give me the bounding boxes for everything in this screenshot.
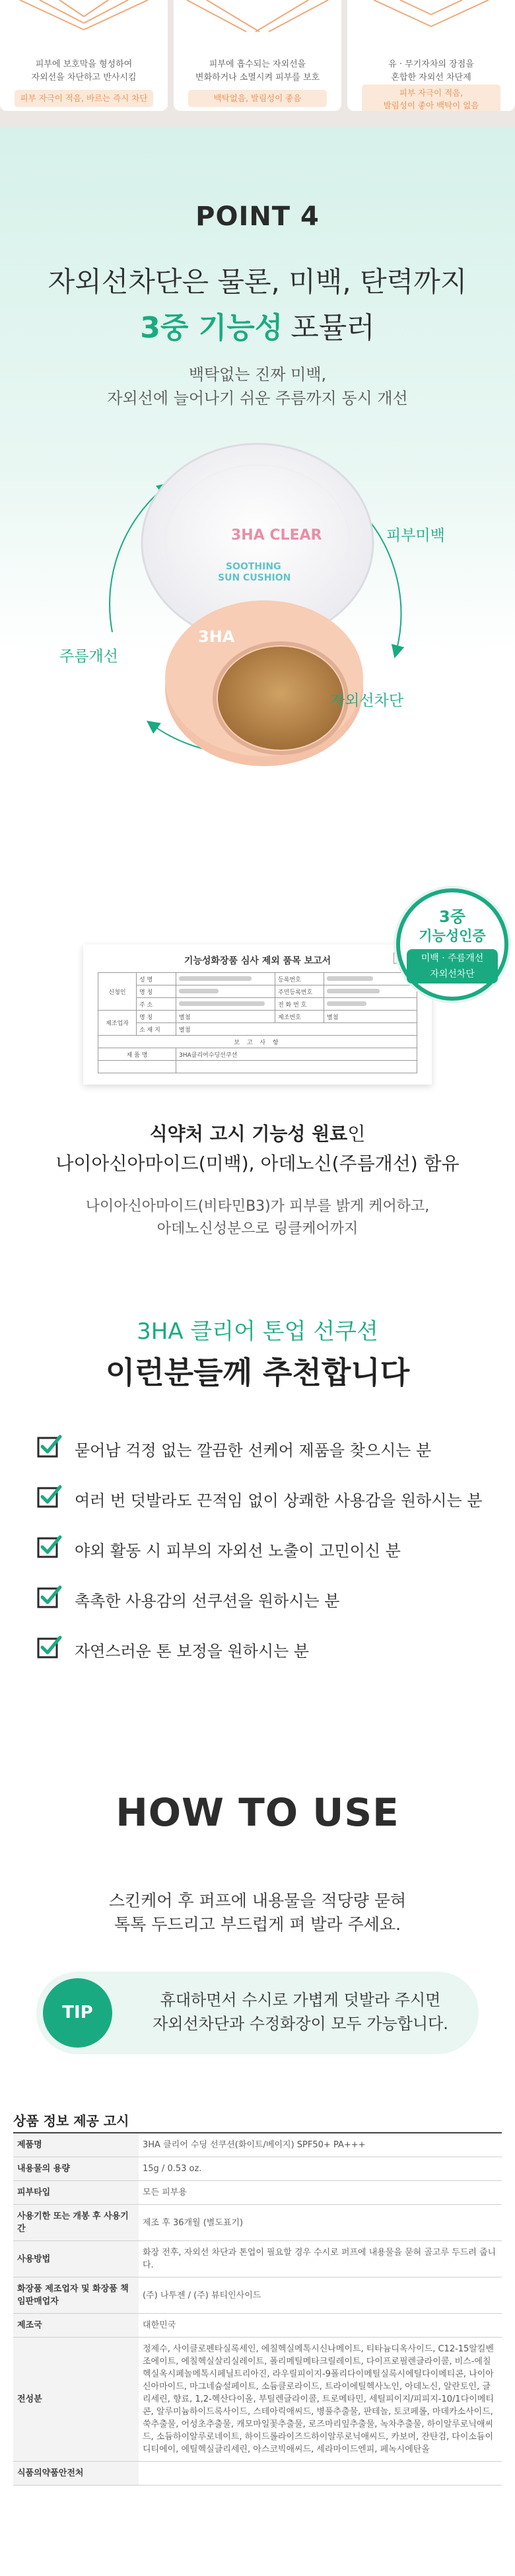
ingredient-description: 나이아신아마이드(비타민B3)가 피부를 밝게 케어하고, 아데노신성분으로 링클케어까지 <box>85 1198 430 1237</box>
lid-product-text-2: SUN CUSHION <box>218 573 291 583</box>
ingredient-list-heading: 나이아신아마이드(미백), 아데노신(주름개선) 함유 <box>55 1153 460 1174</box>
table-row: 피부타입 모든 피부용 <box>13 2181 502 2205</box>
table-row: 화장품 제조업자 및 화장품 책임판매업자 (주) 나투젠 / (주) 뷰티인사이드 <box>13 2277 502 2314</box>
certificate-document <box>83 945 432 1085</box>
base-brand-text: 3HA <box>198 627 235 646</box>
card-physical-sunscreen <box>0 0 168 111</box>
card-highlight: 피부 자극이 적음, 바르는 즉시 차단 <box>15 90 153 107</box>
certificate-table: 신청인 성 명 등록번호 명 칭 주민등록번호 주 소 전 화 번 호 제조업자 명 칭 별첨 제조번호 별첨 소 재 지 별첨 보 고 사 항 제 품 명 3HA클리어수딩선쿠션 <box>98 972 417 1073</box>
uv-rays-illustration <box>0 0 168 34</box>
tip-text: 휴대하면서 수시로 가볍게 덧발라 주시면 자외선차단과 수정화장이 모두 가능합니다. <box>153 1991 448 2033</box>
point-label: POINT 4 <box>195 201 320 232</box>
tip-box <box>36 1972 479 2054</box>
product-illustration <box>53 434 462 797</box>
tag-uv-block: 자외선차단 <box>330 692 404 709</box>
triple-function-diagram <box>53 434 462 797</box>
tip-label: TIP <box>43 1978 112 2048</box>
point-headline: 자외선차단은 물론, 미백, 탄력까지 <box>48 266 467 298</box>
lid-product-text-1: SOOTHING <box>226 561 281 572</box>
card-chemical-sunscreen <box>174 0 341 111</box>
list-item: 여러 번 덧발라도 끈적임 없이 상쾌한 사용감을 원하시는 분 <box>36 1484 498 1534</box>
product-info-title: 상품 정보 제공 고시 <box>13 2113 129 2129</box>
lid-brand-text: 3HA CLEAR <box>231 527 322 544</box>
card-description: 피부에 흡수되는 자외선을 변화하거나 소멸시켜 피부를 보호 <box>195 59 320 83</box>
recommend-subtitle: 3HA 클리어 톤업 선쿠션 <box>137 1318 378 1345</box>
product-info-table <box>13 2132 502 2486</box>
checkbox-checked-icon <box>36 1584 63 1610</box>
point-4-section <box>0 127 515 979</box>
table-row: 식품의약품안전처 <box>13 2462 502 2486</box>
table-row: 제조국 대한민국 <box>13 2314 502 2338</box>
table-row: 사용방법 화장 전후, 자외선 차단과 톤업이 필요할 경우 수시로 퍼프에 내용물을 묻혀 골고루 두드려 줍니다. <box>13 2241 502 2277</box>
table-row: 제품명 3HA 클리어 수딩 선쿠션(화이트/베이지) SPF50+ PA+++ <box>13 2133 502 2157</box>
triple-function-certification-badge: 3중 기능성인증 미백 · 주름개선 자외선차단 <box>396 888 508 1001</box>
list-item: 촉촉한 사용감의 선쿠션을 원하시는 분 <box>36 1584 498 1634</box>
card-highlight: 피부 자극이 적음, 발림성이 좋아 백탁이 없음 <box>362 85 500 111</box>
point-headline-emphasis: 3중 기능성 포뮬러 <box>140 311 375 345</box>
list-item: 야외 활동 시 피부의 자외선 노출이 고민이신 분 <box>36 1534 498 1584</box>
table-row: 내용물의 용량 15g / 0.53 oz. <box>13 2157 502 2181</box>
certificate-title: 기능성화장품 심사 제외 품목 보고서 <box>184 956 331 966</box>
uv-rays-illustration <box>347 0 515 34</box>
card-description: 유 · 무기자차의 장점을 혼합한 자외선 차단제 <box>388 59 474 83</box>
checkbox-checked-icon <box>36 1634 63 1661</box>
tag-whitening: 피부미백 <box>386 527 445 544</box>
recommend-title: 이런분들께 추천합니다 <box>105 1355 410 1390</box>
checkbox-checked-icon <box>36 1484 63 1510</box>
point-subtext: 백탁없는 진짜 미백, 자외선에 늘어나기 쉬운 주름까지 동시 개선 <box>107 365 408 408</box>
list-item: 묻어남 걱정 없는 깔끔한 선케어 제품을 찾으시는 분 <box>36 1433 498 1484</box>
card-description: 피부에 보호막을 형성하여 자외선을 차단하고 반사시킴 <box>31 59 137 83</box>
card-hybrid-sunscreen <box>347 0 515 111</box>
sunscreen-type-cards-section <box>0 0 515 127</box>
recommend-list <box>36 1433 498 1684</box>
checkbox-checked-icon <box>36 1433 63 1460</box>
how-to-use-title: HOW TO USE <box>116 1790 399 1835</box>
table-row: 사용기한 또는 개봉 후 사용기간 제조 후 36개월 (별도표기) <box>13 2205 502 2241</box>
checkbox-checked-icon <box>36 1534 63 1560</box>
card-highlight: 백탁없음, 발림성이 좋음 <box>188 90 327 107</box>
how-to-use-description: 스킨케어 후 퍼프에 내용물을 적당량 묻혀 톡톡 두드리고 부드럽게 펴 발라 주세요. <box>108 1891 407 1934</box>
uv-rays-illustration <box>174 0 341 34</box>
tag-wrinkle: 주름개선 <box>59 648 118 665</box>
list-item: 자연스러운 톤 보정을 원하시는 분 <box>36 1634 498 1684</box>
table-row: 전성분 정제수, 사이클로펜타실록세인, 에칠헥실메톡시신나메이트, 티타늄디옥사이드, C12-15알킬벤조에이트, 에칠헥실살리실레이트, 폴리메틸메타크릴레이트, 다이프로필렌글라이콜, 비스-에칠헥실옥시페놀메톡시페닐트리아진, 라우릴피이지-9폴리다이메틸실록시에틸다이메티콘, 나이아신아마이드, 마그네슘설페이트, 소듐클로라이드, 트라이에틸헥사노인, 아데노신, 알란토인, 글리세린, 향료, 1,2-헥산다이올, 부틸렌글라이콜, 트로메타민, 세틸피이지/피피지-10/1다이메티콘, 알루미늄하이드록사이드, 스테아릭애씨드, 병풀추출물, 판테놀, 토코페롤, 마데카소사이드, 쑥추출물, 어성초추출물, 캐모마일꽃추출물, 로즈마리잎추출물, 녹차추출물, 하이알루로닉애씨드, 소듐하이알루로네이트, 하이드롤라이즈드하이알루로닉애씨드, 카보머, 잔탄검, 다이소듐이디티에이, 에틸헥실글리세린, 아스코빅애씨드, 세라마이드엔피, 페녹시에탄올 <box>13 2338 502 2462</box>
functional-ingredient-heading: 식약처 고시 기능성 원료인 <box>149 1123 366 1145</box>
